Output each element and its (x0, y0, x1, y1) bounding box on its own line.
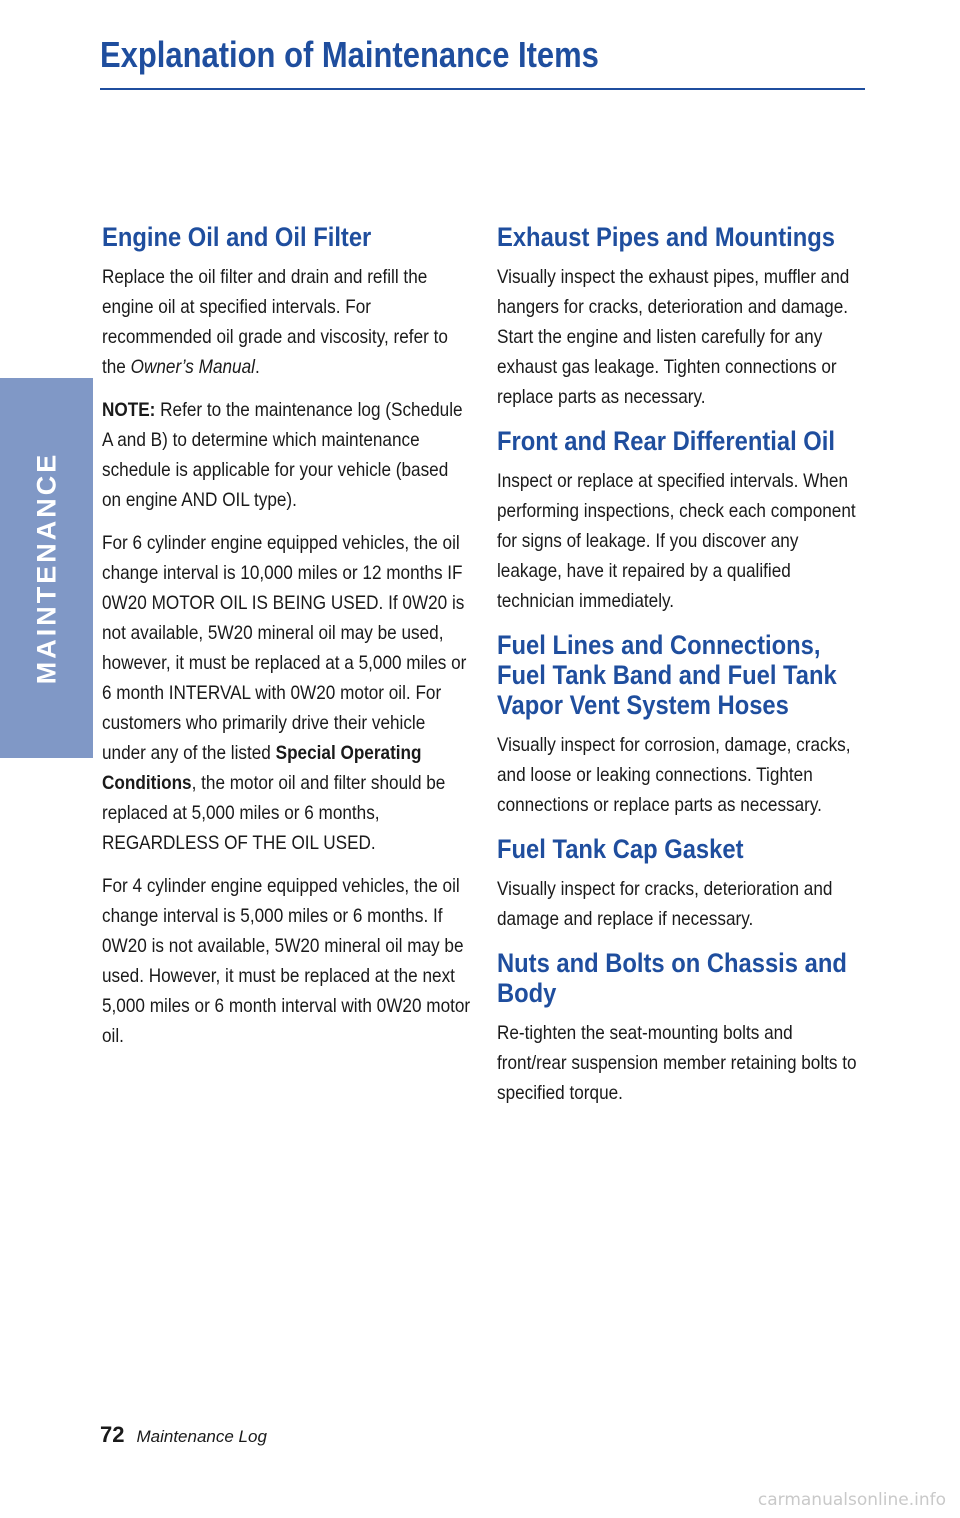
right-column (497, 222, 869, 1108)
engine-oil-p1-end: . (254, 356, 260, 378)
nuts-bolts-heading: Nuts and Bolts on Chassis and Body (497, 948, 847, 1008)
fuel-cap-paragraph: Visually inspect for cracks, deterioration and damage and replace if necessary. (497, 878, 833, 930)
title-divider (100, 88, 865, 90)
page-number: 72 (100, 1422, 125, 1447)
exhaust-paragraph: Visually inspect the exhaust pipes, muffler and hangers for cracks, deterioration and damage. Start the engine and listen carefully for any exhaust gas leakage. Tighten connections or replace parts as necessary. (497, 266, 850, 408)
page-title: Explanation of Maintenance Items (100, 34, 599, 75)
engine-oil-paragraph-4cyl: For 4 cylinder engine equipped vehicles, the oil change interval is 5,000 miles or 6 months. If 0W20 is not available, 5W20 mineral oil may be used. However, it must be replaced at the next 5,000 miles or 6 month interval with 0W20 motor oil. (102, 875, 471, 1047)
engine-oil-p1-text: Replace the oil filter and drain and refill the engine oil at specified intervals. For recommended oil grade and viscosity, refer to the (102, 266, 448, 378)
fuel-lines-heading: Fuel Lines and Connections, Fuel Tank Band and Fuel Tank Vapor Vent System Hoses (497, 630, 837, 720)
differential-paragraph: Inspect or replace at specified intervals. When performing inspections, check each component for signs of leakage. If you discover any leakage, have it repaired by a qualified technician immediately. (497, 470, 856, 612)
note-label: NOTE: (102, 399, 156, 421)
section-tab[interactable] (0, 378, 93, 758)
exhaust-heading: Exhaust Pipes and Mountings (497, 222, 835, 252)
fuel-cap-heading: Fuel Tank Cap Gasket (497, 834, 744, 864)
engine-oil-note (102, 395, 472, 515)
left-column (102, 222, 474, 1051)
fuel-lines-paragraph: Visually inspect for corrosion, damage, cracks, and loose or leaking connections. Tighten connections or replace parts as necessary. (497, 734, 851, 816)
engine-oil-paragraph-1 (102, 262, 472, 382)
footer-section-label: Maintenance Log (136, 1427, 267, 1446)
engine-oil-paragraph-6cyl (102, 528, 472, 858)
owners-manual-reference: Owner’s Manual (130, 356, 255, 378)
special-operating-conditions: Special Operating Conditions (102, 742, 422, 794)
differential-heading: Front and Rear Differential Oil (497, 426, 835, 456)
six-cylinder-text: For 6 cylinder engine equipped vehicles, the oil change interval is 10,000 miles or 12 months IF 0W20 MOTOR OIL IS BEING USED. If 0W20 is not available, 5W20 mineral oil may be used, however, it must be replaced at a 5,000 miles or 6 month INTERVAL with 0W20 motor oil. For customers who primarily drive their vehicle under any of the listed (102, 532, 467, 764)
watermark: carmanualsonline.info (757, 1490, 946, 1510)
six-cylinder-text-end: , the motor oil and filter should be replaced at 5,000 miles or 6 months, REGARDLESS OF THE OIL USED. (102, 772, 446, 854)
engine-oil-heading: Engine Oil and Oil Filter (102, 222, 372, 252)
page-footer (100, 1422, 267, 1448)
nuts-bolts-paragraph: Re-tighten the seat-mounting bolts and front/rear suspension member retaining bolts to specified torque. (497, 1022, 857, 1104)
section-tab-label: MAINTENANCE (31, 451, 61, 685)
note-text: Refer to the maintenance log (Schedule A and B) to determine which maintenance schedule is applicable for your vehicle (based on engine AND OIL type). (102, 399, 463, 511)
